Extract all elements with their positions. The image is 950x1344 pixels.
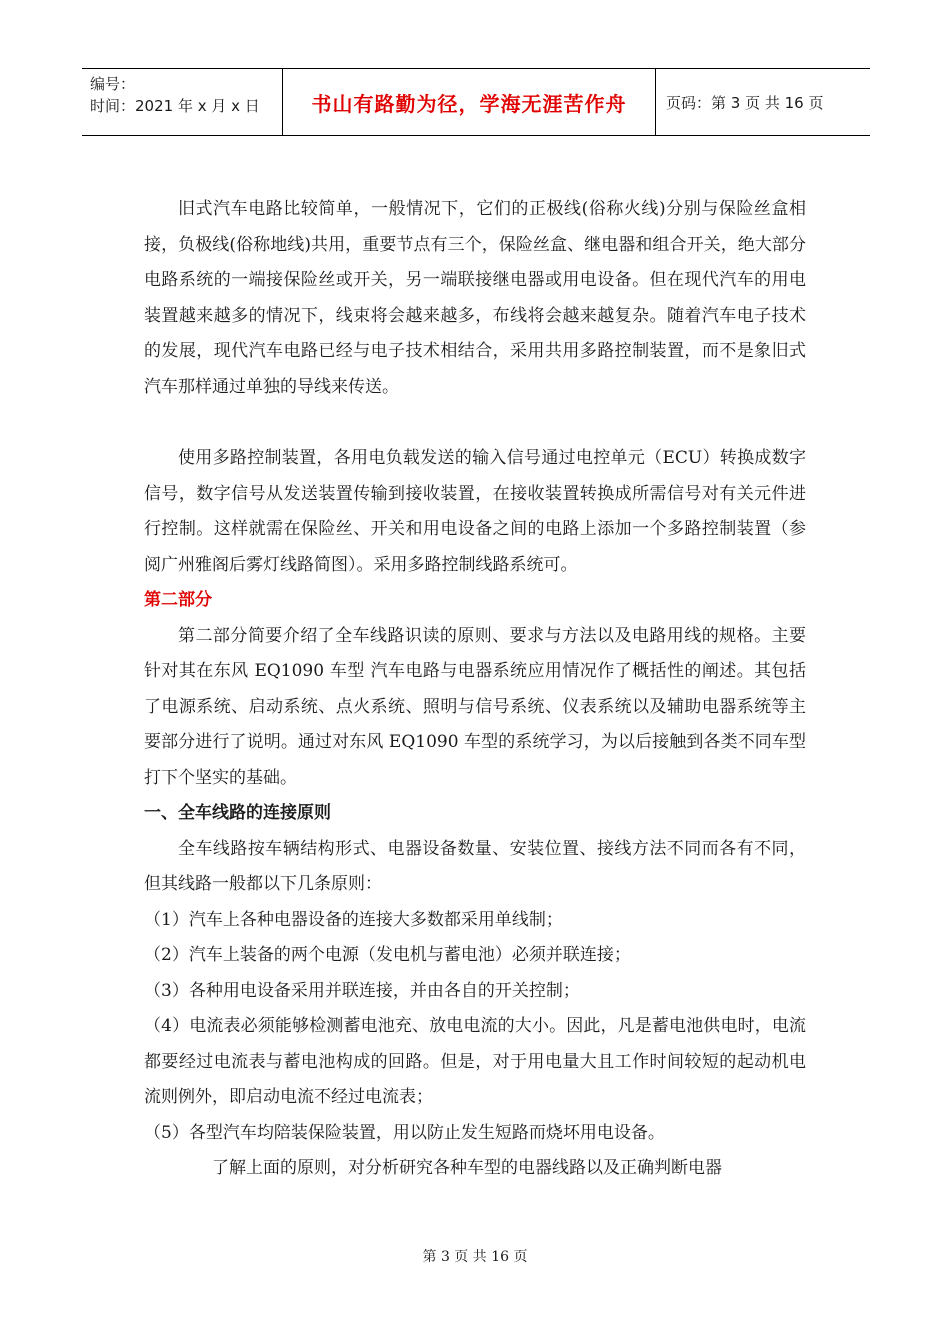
paragraph-spacer [144, 405, 806, 441]
header-meta [82, 69, 282, 135]
paragraph-old-circuits: 旧式汽车电路比较简单，一般情况下，它们的正极线(俗称火线)分别与保险丝盒相接，负极线(俗称地线)共用，重要节点有三个，保险丝盒、继电器和组合开关，绝大部分电路系统的一端接保险丝或开关，另一端联接继电器或用电设备。但在现代汽车的用电装置越来越多的情况下，线束将会越来越多，布线将会越来越复杂。随着汽车电子技术的发展，现代汽车电路已经与电子技术相结合，采用共用多路控制装置，而不是象旧式汽车那样通过单独的导线来传送。 [144, 199, 806, 397]
heading-wiring-principles: 一、全车线路的连接原则 [144, 803, 331, 823]
list-item: （2）汽车上装备的两个电源（发电机与蓄电池）必须并联连接； [144, 945, 631, 965]
section-title-part-two: 第二部分 [144, 590, 212, 610]
document-number-label: 编号： [90, 75, 136, 93]
paragraph-multiplex-control: 使用多路控制装置，各用电负载发送的输入信号通过电控单元（ECU）转换成数字信号，数字信号从发送装置传输到接收装置，在接收装置转换成所需信号对有关元件进行控制。这样就需在保险丝、开关和用电设备之间的电路上添加一个多路控制装置（参阅广州雅阁后雾灯线路简图）。采用多路控制线路系统可。 [144, 448, 806, 575]
list-item: （5）各型汽车均陪装保险装置，用以防止发生短路而烧坏用电设备。 [144, 1122, 665, 1143]
paragraph-conclusion: 了解上面的原则，对分析研究各种车型的电器线路以及正确判断电器 [212, 1158, 722, 1178]
list-item: （3）各种用电设备采用并联连接，并由各自的开关控制； [144, 980, 580, 1001]
page-footer [0, 1246, 950, 1266]
page-header [82, 68, 870, 136]
document-date: 时间：2021 年 x 月 x 日 [90, 97, 260, 115]
header-page-info-cell [656, 69, 870, 135]
footer-page-number: 第 3 页 共 16 页 [422, 1249, 528, 1265]
header-motto-cell [282, 69, 656, 135]
document-body [144, 192, 806, 1187]
paragraph-part-two-intro: 第二部分简要介绍了全车线路识读的原则、要求与方法以及电路用线的规格。主要针对其在东风 EQ1090 车型 汽车电路与电器系统应用情况作了概括性的阐述。其包括了电源系统、启动系统、点火系统、照明与信号系统、仪表系统以及辅助电器系统等主要部分进行了说明。通过对东风 EQ1090 车型的系统学习，为以后接触到各类不同车型打下个坚实的基础。 [144, 625, 806, 788]
list-item: （1）汽车上各种电器设备的连接大多数都采用单线制； [144, 909, 563, 930]
header-motto: 书山有路勤为径，学海无涯苦作舟 [311, 91, 627, 116]
header-page-info: 页码：第 3 页 共 16 页 [666, 93, 824, 112]
paragraph-principles-intro: 全车线路按车辆结构形式、电器设备数量、安装位置、接线方法不同而各有不同，但其线路一般都以下几条原则： [144, 838, 806, 894]
list-item: （4）电流表必须能够检测蓄电池充、放电电流的大小。因此，凡是蓄电池供电时，电流都要经过电流表与蓄电池构成的回路。但是，对于用电量大且工作时间较短的起动机电流则例外，即启动电流不经过电流表； [144, 1016, 806, 1107]
